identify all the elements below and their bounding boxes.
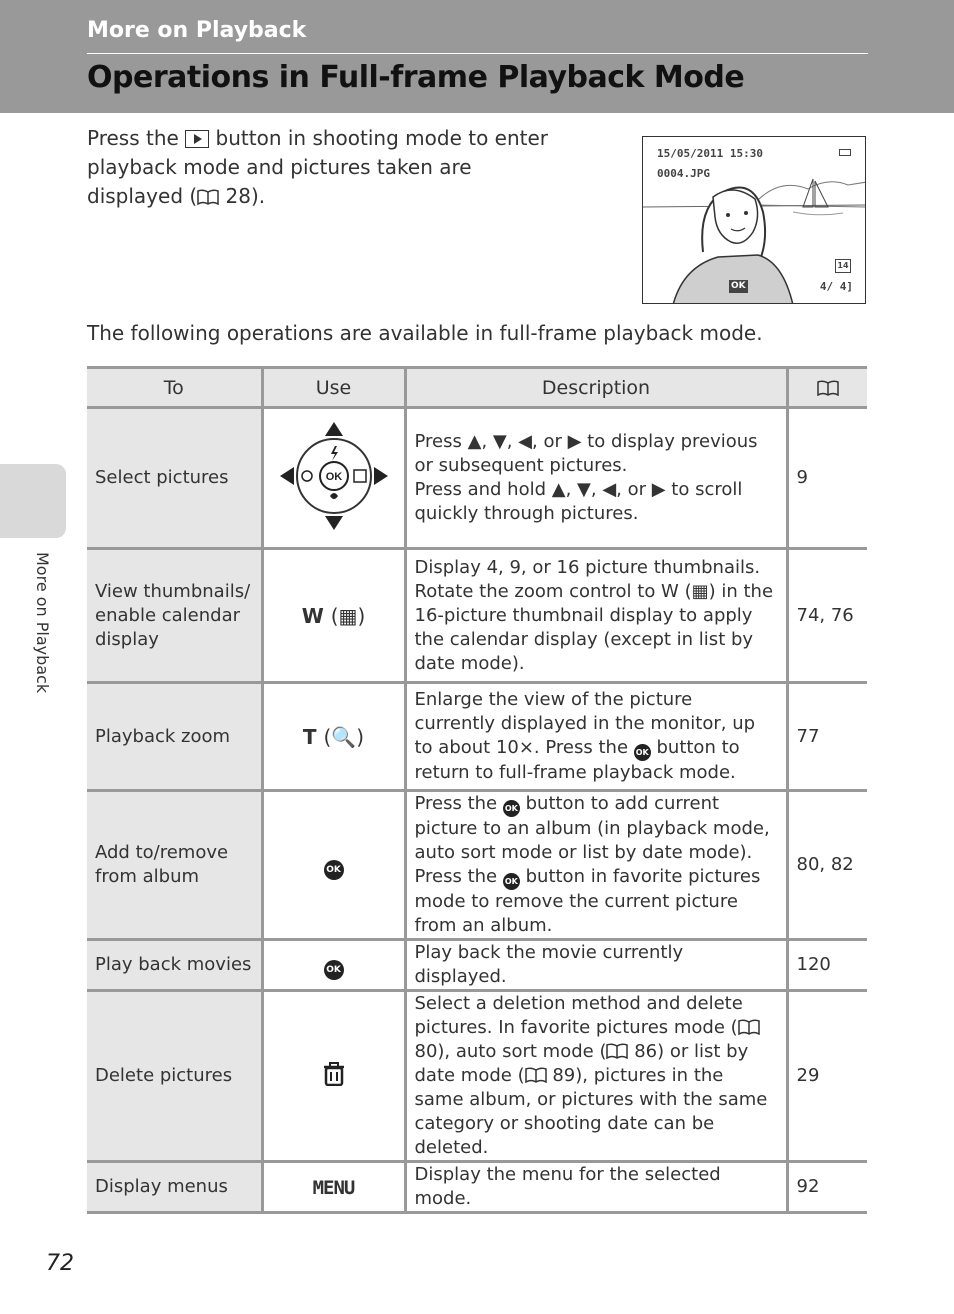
page-title: Operations in Full-frame Playback Mode xyxy=(87,60,745,95)
magnify-icon: (🔍) xyxy=(323,724,365,749)
zoom-w-label: W xyxy=(301,603,324,628)
row-description xyxy=(405,408,787,549)
description-line-1: Press ▲, ▼, ◀, or ▶ to display previous or subsequent pictures. xyxy=(414,431,758,476)
header-use: Use xyxy=(262,368,405,408)
chapter-tab xyxy=(0,464,66,538)
description-part-2: button to add current picture to an album (in playback mode, auto sort mode or list by date mode). Press the xyxy=(414,793,770,887)
multi-selector-icon xyxy=(262,408,405,549)
image-size-icon: 14 xyxy=(835,259,851,273)
menu-icon xyxy=(262,1162,405,1213)
row-page: 120 xyxy=(787,940,867,991)
description-part-1: Press the xyxy=(414,793,498,814)
row-to: View thumbnails/ enable calendar display xyxy=(87,549,262,683)
book-reference-icon xyxy=(525,1066,547,1082)
section-title: More on Playback xyxy=(87,18,307,43)
header-description: Description xyxy=(405,368,787,408)
header-band xyxy=(0,0,954,113)
book-reference-icon xyxy=(606,1042,628,1058)
description-part-2: button to return to full-frame playback mode. xyxy=(414,737,740,783)
description-part-1: Select a deletion method and delete pictures. In favorite pictures mode ( xyxy=(414,993,743,1038)
ok-button-icon: OK xyxy=(324,860,344,880)
use-cell xyxy=(262,940,405,991)
row-to: Add to/remove from album xyxy=(87,791,262,940)
row-description xyxy=(405,991,787,1162)
table-row xyxy=(87,940,867,991)
row-page: 74, 76 xyxy=(787,549,867,683)
table-lead-text: The following operations are available in full-frame playback mode. xyxy=(87,321,763,345)
row-page: 77 xyxy=(787,683,867,791)
book-reference-icon xyxy=(738,1018,760,1034)
intro-text-after: button in shooting mode to enter playback mode and pictures taken are displayed ( xyxy=(87,126,549,208)
ok-favorite-icon: OK xyxy=(731,281,746,291)
table-row xyxy=(87,991,867,1162)
header-page-ref xyxy=(787,368,867,408)
intro-reference-page: 28). xyxy=(225,184,266,208)
description-part-2: 80), auto sort mode ( xyxy=(414,1041,607,1062)
ok-button-icon: OK xyxy=(503,800,520,817)
zoom-wide-icon xyxy=(262,549,405,683)
intro-paragraph xyxy=(87,124,567,211)
svg-text:OK: OK xyxy=(325,470,342,483)
intro-text-before: Press the xyxy=(87,126,179,150)
row-description: Display the menu for the selected mode. xyxy=(405,1162,787,1213)
row-to: Play back movies xyxy=(87,940,262,991)
portrait-illustration xyxy=(643,137,866,304)
description-part-4: 89), pictures in the same album, or pictures with the same category or shooting date can be deleted. xyxy=(414,1065,768,1158)
page-number: 72 xyxy=(46,1251,74,1276)
playback-monitor-illustration xyxy=(642,136,866,304)
row-page: 80, 82 xyxy=(787,791,867,940)
chapter-side-label: More on Playback xyxy=(33,552,52,694)
row-page: 29 xyxy=(787,991,867,1162)
photo-date: 15/05/2011 15:30 xyxy=(657,147,763,160)
ok-button-icon: OK xyxy=(503,873,520,890)
photo-counter: 4/ 4] xyxy=(819,280,853,293)
row-description xyxy=(405,791,787,940)
table-row xyxy=(87,549,867,683)
ok-button-icon: OK xyxy=(634,744,651,761)
description-line-2: Press and hold ▲, ▼, ◀, or ▶ to scroll quickly through pictures. xyxy=(414,479,743,524)
table-row xyxy=(87,408,867,549)
row-description: Play back the movie currently displayed. xyxy=(405,940,787,991)
book-reference-icon xyxy=(197,184,219,200)
row-page: 9 xyxy=(787,408,867,549)
row-to: Select pictures xyxy=(87,408,262,549)
trash-icon xyxy=(323,1062,345,1086)
menu-button-label: MENU xyxy=(312,1176,355,1199)
operations-table xyxy=(87,366,867,1214)
book-reference-icon xyxy=(817,379,839,395)
table-row xyxy=(87,1162,867,1213)
row-description xyxy=(405,683,787,791)
table-row xyxy=(87,683,867,791)
zoom-t-label: T xyxy=(302,724,317,749)
photo-filename: 0004.JPG xyxy=(657,167,710,180)
description-part-1: Enlarge the view of the picture currently displayed in the monitor, up to about 10×. Press the xyxy=(414,689,756,758)
table-header-row xyxy=(87,368,867,408)
delete-icon xyxy=(262,991,405,1162)
description-part-3: button in favorite pictures mode to remove the current picture from an album. xyxy=(414,866,761,936)
table-row xyxy=(87,791,867,940)
header-to: To xyxy=(87,368,262,408)
ok-button-icon: OK xyxy=(324,960,344,980)
row-to: Delete pictures xyxy=(87,991,262,1162)
battery-icon xyxy=(839,149,851,156)
row-to: Display menus xyxy=(87,1162,262,1213)
row-page: 92 xyxy=(787,1162,867,1213)
description-part-3: 86) or list by date mode ( xyxy=(414,1041,749,1086)
row-description: Display 4, 9, or 16 picture thumbnails. Rotate the zoom control to W (▦) in the 16-picture thumbnail display to apply the calendar display (except in list by date mode). xyxy=(405,549,787,683)
header-divider xyxy=(87,53,868,54)
zoom-tele-icon xyxy=(262,683,405,791)
thumbnail-icon: (▦) xyxy=(330,603,366,628)
use-cell xyxy=(262,791,405,940)
playback-button-icon xyxy=(185,130,209,148)
row-to: Playback zoom xyxy=(87,683,262,791)
